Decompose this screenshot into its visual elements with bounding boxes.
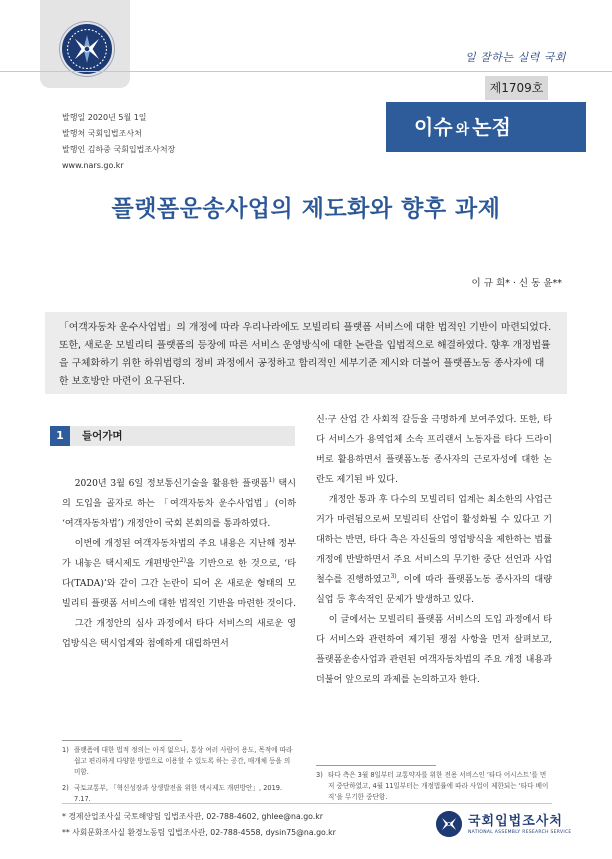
summary-box: 「여객자동차 운수사업법」의 개정에 따라 우리나라에도 모빌리티 플랫폼 서비스에 대한 법적인 기반이 마련되었다. 또한, 새로운 모빌리티 플랫폼의 등장에 따른 서비스 운영방식에 대한 논란을 입법적으로 해결하였다. 향후 개정법률을 구체화하기 위한 하위법령의 정비 과정에서 공정하고 합리적인 세부기준 제시와 더불어 플랫폼노동 종사자에 대한 보호방안 마련이 요구된다. [45, 312, 567, 394]
footnote-ref[interactable]: 2) [179, 556, 186, 564]
paragraph: 2020년 3월 6일 정보통신기술을 활용한 플랫폼$^{1)}$ 택시의 도입을 골자로 하는 「여객자동차 운수사업법」(이하 ‘여객자동차법’) 개정안이 국회 본회의를 통과하였다. [62, 476, 296, 529]
issuer: 발행인 김하중 국회입법조사처장 [62, 145, 176, 154]
website-link[interactable]: www.nars.go.kr [62, 161, 124, 170]
nars-logo [436, 808, 572, 844]
section-title: 들어가며 [82, 430, 123, 442]
nars-emblem-icon [60, 22, 114, 76]
nars-name-en: NATIONAL ASSEMBLY RESEARCH SERVICE [468, 830, 572, 835]
nars-name-ko: 국회입법조사처 [468, 814, 563, 829]
body-column-left [62, 474, 296, 654]
footnote: 2) 국토교통부, 「혁신성장과 상생발전을 위한 택시제도 개편방안」, 2019. 7.17. [62, 784, 283, 803]
slogan: 일 잘하는 실력 국회 [465, 51, 566, 64]
contact-line: * 경제산업조사실 국토해양팀 입법조사관, 02-788-4602, ghlee@na.go.kr [62, 812, 323, 821]
publication-info [62, 110, 175, 174]
paragraph: 이 글에서는 모빌리티 플랫폼 서비스의 도입 과정에서 타다 서비스와 관련하여 제기된 쟁점 사항을 먼저 살펴보고, 플랫폼운송사업과 관련된 여객자동차법의 주요 개정 내용과 더불어 앞으로의 과제를 논의하고자 한다. [316, 615, 552, 685]
series-badge [386, 102, 586, 152]
authors: 이 규 희* · 신 동 윤** [471, 278, 562, 289]
footnote: 3) 타다 측은 3월 8일부터 교통약자를 위한 전용 서비스인 ‘타다 어시스트’를 먼저 중단하였고, 4월 11일부터는 개정법률에 따라 사업이 제한되는 ‘타다 베이직’을 무기한 중단함. [316, 771, 549, 801]
contact-line: ** 사회문화조사실 환경노동팀 입법조사관, 02-788-4558, dysin75@na.go.kr [62, 828, 336, 837]
paragraph: 그간 개정안의 심사 과정에서 타다 서비스의 새로운 영업방식은 택시업계와 첨예하게 대립하면서 [62, 619, 296, 649]
series-label-b: 논점 [472, 115, 511, 139]
paragraph: 개정안 통과 후 다수의 모빌리티 업계는 최소한의 사업근거가 마련됨으로써 모빌리티 산업이 활성화될 수 있다고 기대하는 반면, 타다 측은 자신들의 영업방식을 제한하는 법률 개정에 반발하면서 주요 서비스의 무기한 중단 선언과 사업철수를 진행하였고$^{3)}$, 이에 따라 플랫폼노동 종사자의 대량 실업 등 후속적인 문제가 발생하고 있다. [316, 495, 552, 605]
series-label-and: 와 [455, 122, 470, 138]
series-label-a: 이슈 [414, 115, 453, 139]
page-title: 플랫폼운송사업의 제도화와 향후 과제 [111, 196, 501, 222]
author-contacts [62, 809, 336, 841]
publish-date: 발행일 2020년 5월 1일 [62, 113, 147, 122]
footnote-ref[interactable]: 3) [390, 572, 397, 580]
paragraph: 이번에 개정된 여객자동차법의 주요 내용은 지난해 정부가 내놓은 택시제도 개편방안$^{2)}$을 기반으로 한 것으로, ‘타다(TADA)’와 같이 그간 논란이 되어 온 새로운 형태의 모빌리티 플랫폼 서비스에 대한 법적인 기반을 마련한 것이다. [62, 539, 296, 609]
section-heading [50, 426, 295, 446]
footnote-ref[interactable]: 1) [268, 476, 275, 484]
paragraph: 신·구 산업 간 사회적 갈등을 극명하게 보여주었다. 또한, 타다 서비스가 용역업체 소속 프리랜서 노동자를 타다 드라이버로 활용하면서 플랫폼노동 종사자의 근로자성에 대한 논란도 제기된 바 있다. [316, 415, 552, 485]
body-column-right [316, 410, 552, 690]
section-number: 1 [50, 426, 70, 446]
footnote-rule [62, 740, 182, 741]
publisher: 발행처 국회입법조사처 [62, 129, 142, 138]
footnote: 1) 플랫폼에 대한 법적 정의는 아직 없으나, 통상 여러 사람이 용도, 목적에 따라 쉽고 편리하게 다양한 방법으로 이용할 수 있도록 하는 공간, 매개체 등을 의미함. [62, 746, 293, 776]
footnote-rule [316, 765, 436, 766]
header-rule [0, 71, 612, 72]
issue-number: 제1709호 [485, 76, 548, 100]
nars-emblem-icon [436, 811, 462, 837]
footer-rule [62, 803, 552, 804]
